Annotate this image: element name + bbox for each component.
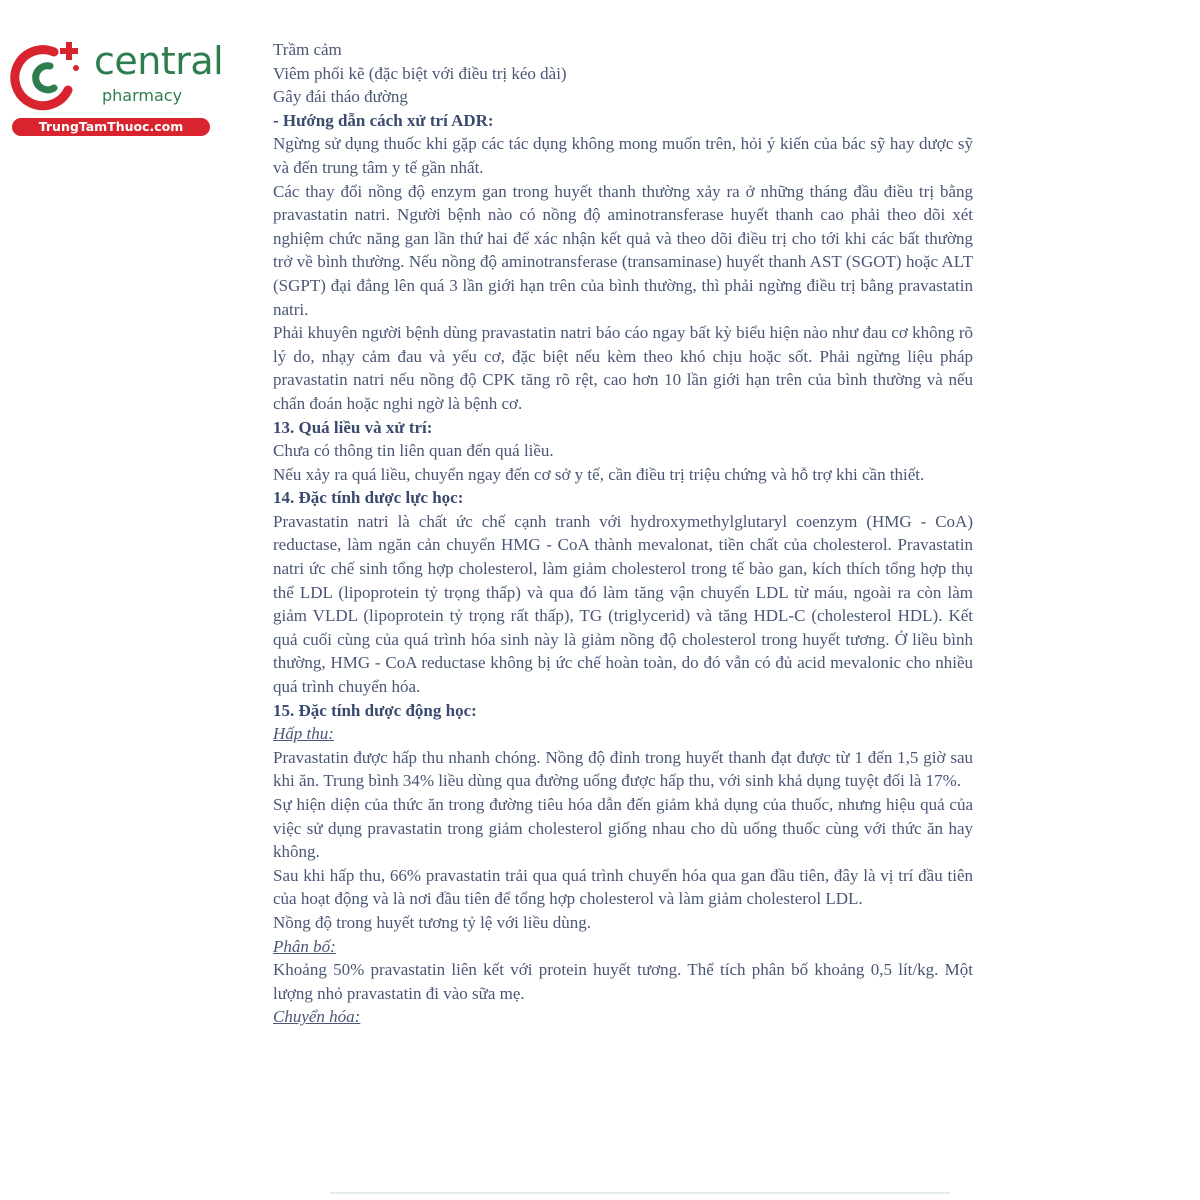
document-body (273, 38, 973, 1029)
paragraph: Khoảng 50% pravastatin liên kết với protein huyết tương. Thể tích phân bố khoảng 0,5 lít/kg. Một lượng nhỏ pravastatin đi vào sữa mẹ. (273, 960, 973, 1003)
brand-name: central (94, 39, 224, 83)
logo (10, 38, 224, 138)
paragraph: Pravastatin natri là chất ức chế cạnh tranh với hydroxymethylglutaryl coenzym (HMG - CoA) reductase, làm ngăn cản chuyển HMG - CoA thành mevalonat, tiền chất của cholesterol. Pravastatin natri ức chế sinh tổng hợp cholesterol, làm giảm cholesterol trong tế bào gan, kích thích tổng hợp thụ thể LDL (lipoprotein tỷ trọng thấp) và qua đó làm tăng vận chuyển LDL từ máu, ngoài ra còn làm giảm VLDL (lipoprotein tỷ trọng rất thấp), TG (triglycerid) và tăng HDL-C (cholesterol HDL). Kết quả cuối cùng của quá trình hóa sinh này là giảm nồng độ cholesterol trong huyết tương. Ở liều bình thường, HMG - CoA reductase không bị ức chế hoàn toàn, do đó vẫn có đủ acid mevalonic cho nhiều quá trình chuyển hóa. (273, 511, 973, 697)
section-heading-14: 14. Đặc tính dược lực học: (273, 488, 464, 508)
paragraph: Sau khi hấp thu, 66% pravastatin trải qua quá trình chuyển hóa qua gan đầu tiên, đây là vị trí đầu tiên của hoạt động và là nơi đầu tiên để tổng hợp cholesterol và làm giảm cholesterol LDL. (273, 865, 973, 909)
section-heading-13: 13. Quá liều và xử trí: (273, 417, 433, 437)
paragraph: Pravastatin được hấp thu nhanh chóng. Nồng độ đỉnh trong huyết thanh đạt được từ 1 đến 1,5 giờ sau khi ăn. Trung bình 34% liều dùng qua đường uống được hấp thu, với sinh khả dụng tuyệt đối là 17%. (273, 747, 973, 791)
paragraph: Chưa có thông tin liên quan đến quá liều. (273, 441, 554, 461)
logo-mark-icon (10, 38, 88, 112)
paragraph: Ngừng sử dụng thuốc khi gặp các tác dụng không mong muốn trên, hỏi ý kiến của bác sỹ hay dược sỹ và đến trung tâm y tế gần nhất. (273, 134, 973, 177)
text-line: Trầm cảm (273, 40, 342, 59)
page-divider (330, 1192, 950, 1194)
subheading-metabolism: Chuyển hóa: (273, 1007, 361, 1027)
text-line: Gây đái tháo đường (273, 87, 408, 107)
site-url-badge[interactable]: TrungTamThuoc.com (12, 118, 210, 136)
brand-subtitle: pharmacy (102, 86, 183, 105)
paragraph: Nồng độ trong huyết tương tỷ lệ với liều dùng. (273, 912, 592, 932)
section-heading-adr: - Hướng dẫn cách xử trí ADR: (273, 110, 494, 130)
subheading-absorption: Hấp thu: (273, 724, 334, 744)
paragraph: Sự hiện diện của thức ăn trong đường tiêu hóa dẫn đến giảm khả dụng của thuốc, nhưng hiệu quả của việc sử dụng pravastatin trong giảm cholesterol giống nhau cho dù uống thuốc cùng với thức ăn hay không. (273, 795, 973, 862)
text-line: Viêm phổi kẽ (đặc biệt với điều trị kéo dài) (273, 63, 567, 83)
paragraph: Phải khuyên người bệnh dùng pravastatin natri báo cáo ngay bất kỳ biểu hiện nào như đau cơ không rõ lý do, nhạy cảm đau và yếu cơ, đặc biệt nếu kèm theo khó chịu hoặc sốt. Phải ngừng liệu pháp pravastatin natri nếu nồng độ CPK tăng rõ rệt, cao hơn 10 lần giới hạn trên của bình thường và nếu chẩn đoán hoặc nghi ngờ là bệnh cơ. (273, 323, 973, 413)
subheading-distribution: Phân bố: (273, 936, 336, 956)
section-heading-15: 15. Đặc tính dược động học: (273, 700, 477, 720)
paragraph: Nếu xảy ra quá liều, chuyển ngay đến cơ sở y tế, cần điều trị triệu chứng và hỗ trợ khi cần thiết. (273, 464, 925, 484)
paragraph: Các thay đổi nồng độ enzym gan trong huyết thanh thường xảy ra ở những tháng đầu điều trị bằng pravastatin natri. Người bệnh nào có nồng độ aminotransferase huyết thanh cao phải theo dõi xét nghiệm chức năng gan lần thứ hai để xác nhận kết quả và theo dõi điều trị cho tới khi các bất thường trở về bình thường. Nếu nồng độ aminotransferase (transaminase) huyết thanh AST (SGOT) hoặc ALT (SGPT) đại đẳng lên quá 3 lần giới hạn trên của bình thường, thì phải ngừng điều trị bằng pravastatin natri. (273, 181, 973, 319)
